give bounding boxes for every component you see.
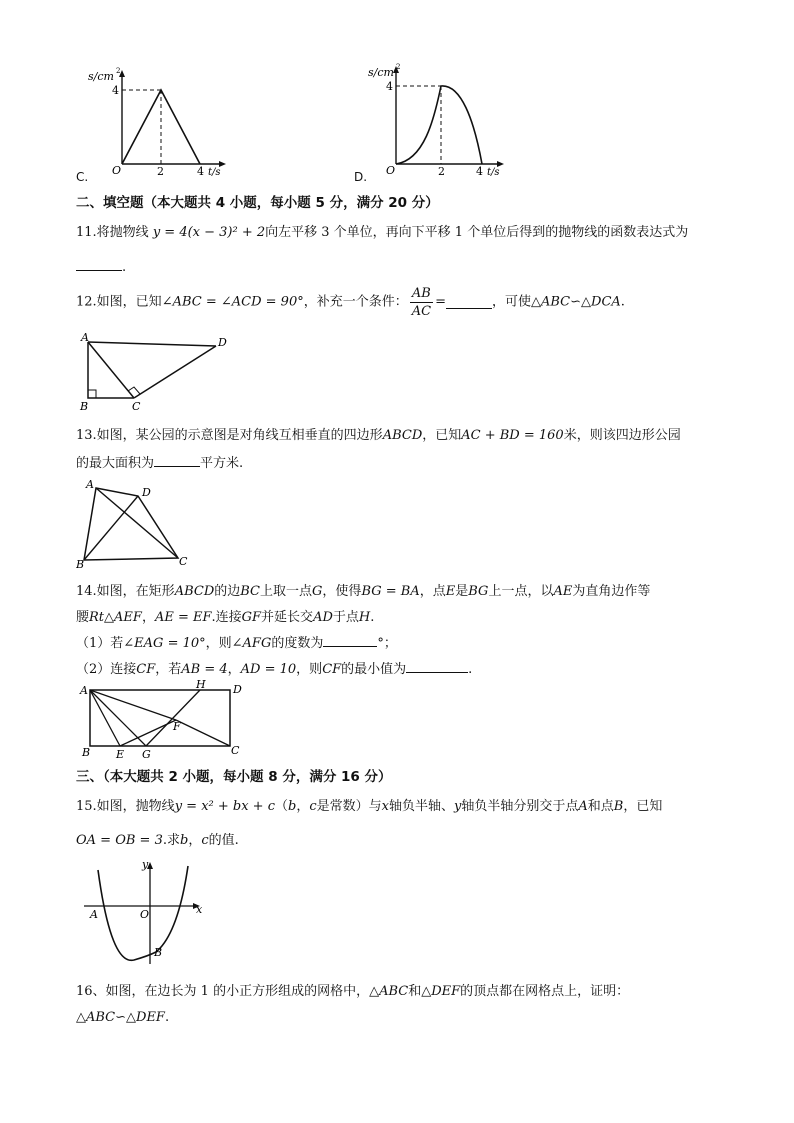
svg-text:C: C: [179, 555, 188, 568]
q14-line1: 14.如图，在矩形ABCD的边BC上取一点G，使得BG = BA，点E是BG上一点，以AE为直角边作等: [76, 584, 651, 599]
option-d-label: D.: [354, 170, 368, 184]
q15-line2: OA = OB = 3.求b，c的值.: [76, 833, 239, 848]
svg-text:B: B: [76, 558, 85, 570]
q13-answer-blank[interactable]: [154, 454, 200, 467]
q15-line1: 15.如图，抛物线y = x² + bx + c（b，c是常数）与x轴负半轴、y轴负半轴分别交于点A和点B，已知: [76, 799, 663, 814]
q14-line2: 腰Rt△AEF，AE = EF.连接GF并延长交AD于点H.: [76, 610, 375, 625]
svg-text:A: A: [86, 478, 94, 491]
svg-text:O: O: [140, 908, 150, 921]
graph-c-xtick-4: 4: [197, 165, 204, 178]
q13-line2: 的最大面积为 平方米.: [76, 456, 244, 471]
svg-text:B: B: [80, 400, 89, 413]
q13-figure: [76, 478, 196, 570]
graph-d-xtick-4: 4: [476, 165, 483, 178]
svg-text:D: D: [142, 486, 151, 499]
graph-d: [366, 60, 516, 180]
q12-figure: [76, 330, 236, 415]
svg-text:E: E: [116, 748, 125, 761]
graph-c-xtick-2: 2: [157, 165, 164, 178]
svg-text:G: G: [142, 748, 151, 761]
svg-text:D: D: [233, 683, 242, 696]
graph-d-ysup: 2: [396, 63, 401, 71]
q15-figure: [76, 856, 216, 968]
svg-text:C: C: [231, 744, 240, 757]
graph-c-ytick: 4: [112, 84, 119, 97]
graph-c-xlabel: t/s: [208, 167, 221, 178]
svg-text:x: x: [196, 903, 203, 916]
svg-text:y: y: [142, 858, 149, 871]
svg-text:F: F: [173, 720, 181, 733]
section-2-heading: 二、填空题（本大题共 4 小题，每小题 5 分，满分 20 分）: [76, 195, 439, 211]
q14-figure: [76, 678, 256, 762]
svg-text:A: A: [80, 684, 88, 697]
graph-d-ylabel: s/cm: [368, 66, 394, 79]
q12-answer-blank[interactable]: [446, 296, 492, 309]
svg-text:D: D: [218, 336, 227, 349]
graph-d-xlabel: t/s: [487, 167, 500, 178]
q11-line1: 11.将抛物线 y = 4(x − 3)² + 2向左平移 3 个单位，再向下平移 1 个单位后得到的抛物线的函数表达式为: [76, 225, 689, 240]
q14-part1-blank[interactable]: [323, 634, 377, 647]
graph-d-xtick-2: 2: [438, 165, 445, 178]
option-c-label: C.: [76, 170, 89, 184]
q11-line2: .: [76, 258, 126, 276]
q12-fraction: $\frac{AB}{AC}$: [411, 286, 432, 319]
svg-text:B: B: [82, 746, 91, 759]
svg-text:A: A: [81, 331, 89, 344]
svg-text:C: C: [132, 400, 141, 413]
q11-answer-blank[interactable]: [76, 258, 122, 271]
graph-d-ytick: 4: [386, 80, 393, 93]
q16-line1: 16、如图，在边长为 1 的小正方形组成的网格中，△ABC和△DEF的顶点都在网格点上，证明：: [76, 984, 630, 999]
q16-line2: △ABC∽△DEF.: [76, 1010, 170, 1025]
svg-text:B: B: [154, 946, 163, 959]
svg-text:H: H: [196, 678, 206, 691]
graph-c-ylabel: s/cm: [88, 70, 114, 83]
graph-d-origin: O: [386, 164, 396, 177]
graph-c: [84, 62, 234, 180]
q14-part2: （2）连接CF，若AB = 4，AD = 10，则CF的最小值为 .: [76, 662, 473, 677]
q12-line: 12.如图，已知∠ABC = ∠ACD = 90°，补充一个条件： $\frac{AB}{AC}$ = ，可使△ABC∽△DCA.: [76, 286, 625, 319]
svg-text:A: A: [90, 908, 98, 921]
graph-d-curve: [396, 86, 482, 164]
q14-part2-blank[interactable]: [406, 660, 468, 673]
graph-c-origin: O: [112, 164, 122, 177]
q14-part1: （1）若∠EAG = 10°，则∠AFG的度数为 °；: [76, 636, 397, 651]
section-3-heading: 三、（本大题共 2 小题，每小题 8 分，满分 16 分）: [76, 769, 392, 785]
q13-line1: 13.如图，某公园的示意图是对角线互相垂直的四边形ABCD，已知AC + BD = 160米，则该四边形公园: [76, 428, 681, 443]
graph-c-ysup: 2: [116, 67, 121, 75]
